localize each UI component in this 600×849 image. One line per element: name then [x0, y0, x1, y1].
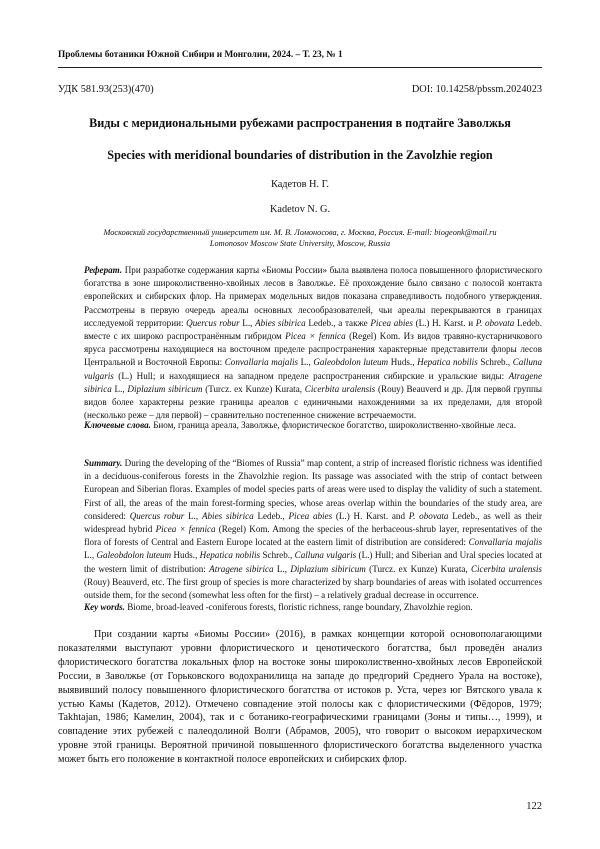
abstract-text: L., [298, 357, 314, 368]
keywords-text: Биом, граница ареала, Заволжье, флористическое богатство, широколиственно-хвойные леса. [150, 420, 516, 430]
species-name: Hepatica nobilis [417, 357, 478, 368]
species-name: Atragene sibirica [84, 370, 542, 394]
species-name: Hepatica nobilis [199, 550, 261, 561]
keywords-text: Biome, broad-leaved -coniferous forests, floristic richness, range boundary, Zhavolzhie region. [124, 602, 473, 612]
keywords-russian [84, 419, 542, 432]
species-name: Diplazium sibiricum [127, 383, 203, 394]
abstract-english [84, 457, 542, 602]
species-name: Convallaria majalis [224, 357, 299, 368]
summary-text: L., [273, 563, 291, 574]
keywords-label: Ключевые слова. [84, 420, 151, 430]
summary-text: (L.) H. Karst. and [332, 510, 409, 521]
summary-text: L., [84, 550, 97, 561]
summary-text: Ledeb., as well as their widespread hybrid [84, 510, 543, 535]
summary-text: L., [184, 510, 202, 521]
summary-text: (Regel) Kom. Among the species of the herbaceous-shrub layer, representatives of the flora of forests of Central and Eastern Europe located at the eastern limit of distribution are considered: [84, 524, 542, 548]
species-name: P. obovata [475, 317, 515, 328]
summary-label: Summary. [84, 458, 123, 468]
species-name: Atragene sibirica [209, 563, 274, 574]
abstract-text: (Rouy) Beauverd и др. Для первой группы видов более характерны резкие границы ареалов с единичными нахождениями за их пределами, для второй (несколько реже – для первой) – сравнительно постепенное снижение встречаемости. [84, 383, 542, 421]
summary-text: (Rouy) Beauverd, etc. The first group of species is more characterized by sharp boundaries of areas with isolated occurrences outside them, for the second (somewhat less often for the first) – a relatively gradual decrease in occurrence. [84, 576, 542, 601]
summary-text: (Turcz. ex Kunze) Kurata, [365, 563, 471, 574]
abstract-text: Schreb., [477, 357, 513, 368]
article-meta [58, 84, 542, 95]
summary-text: (L.) Hull; and Siberian and Ural species located at the western limit of distribution: [84, 550, 542, 574]
species-name: Quercus robur [129, 510, 185, 521]
author-english: Kadetov N. G. [269, 204, 331, 215]
summary-text: Huds., [171, 550, 200, 561]
summary-text: During the developing of the “Biomes of Russia” map content, a strip of increased floristic richness was identified in a deciduous-coniferous forests in the Zhavolzhie region. Its passage was associated with the strip of contact between European and Siberian floras. Examples of model species parts of areas were used to display the validity of such a statement. First of all, the areas of the main forest-forming species, whose areas overlap within the boundaries of the study area, are considered: [84, 458, 542, 521]
abstract-label: Реферат. [84, 265, 123, 275]
species-name: Convallaria majalis [468, 537, 542, 548]
affiliation-russian: Московский государственный университет им. М. В. Ломоносова, г. Москва, Россия. E-mail: biogeonk@mail.ru [103, 228, 497, 237]
abstract-text: L., [111, 383, 128, 394]
abstract-text: (L.) H. Karst. и [412, 317, 476, 328]
species-name: Abies sibirica [201, 510, 254, 521]
species-name: Cicerbita uralensis [470, 563, 542, 574]
summary-text: Ledeb., [253, 510, 289, 521]
species-name: Quercus robur [186, 317, 240, 328]
abstract-text: (Turcz. ex Kunze) Kurata, [202, 383, 305, 394]
abstract-text: Huds., [388, 357, 418, 368]
doi-link[interactable]: DOI: 10.14258/pbssm.2024023 [411, 84, 542, 95]
species-name: Galeobdolon luteum [96, 550, 172, 561]
species-name: Abies sibirica [255, 317, 306, 328]
species-name: Calluna vulgaris [294, 550, 357, 561]
species-name: Galeobdolon luteum [313, 357, 389, 368]
udk-code: УДК 581.93(253)(470) [58, 84, 154, 95]
species-name: Cicerbita uralensis [304, 383, 376, 394]
author-russian: Кадетов Н. Г. [270, 179, 329, 190]
journal-header: Проблемы ботаники Южной Сибири и Монголии, 2024. – Т. 23, № 1 [58, 50, 343, 60]
body-paragraph: При создании карты «Биомы России» (2016), в рамках концепции которой основополагающими показателями выступают уровни флористического и ценотического богатства, был проведён анализ флористического богатства локальных флор на востоке зоны широколиственно-хвойных лесов Европейской России, в Заволжье (от Горьковского водохранилища на западе до предгорий Среднего Урала на востоке), выявивший полосу повышенного флористического богатства от истоков р. Уста, через юг Вятского увала к устью Камы (Кадетов, 2012). Отмечено совпадение этой полосы как с флористическими (Фёдоров, 1979; Takhtajan, 1986; Камелин, 2004), так и с ботанико-географическими границами (Зоны и типы…, 1999), и совпадение этих рубежей с палеодолиной Волги (Абрамов, 2005), что говорит о высоком иерархическом уровне этой границы. Вероятной причиной повышенного флористического богатства выделенного участка может быть его положение в контактной полосе европейских и сибирских флор. [58, 629, 542, 766]
title-english: Species with meridional boundaries of distribution in the Zavolzhie region [107, 148, 493, 162]
page-number: 122 [526, 801, 542, 812]
abstract-text: При разработке содержания карты «Биомы России» была выявлена полоса повышенного флористического богатства в зоне широколиственно-хвойных лесов в Заволжье. Её прохождение было связано с полосой контакта европейских и сибирских флор. На примерах модельных видов показана справедливость подобного утверждения. Рассмотрены в первую очередь ареалы основных лесообразователей, чьи ареалы перекрываются в границах исследуемой территории: [84, 265, 542, 328]
species-name: Picea × fennica [285, 331, 346, 342]
abstract-text: Ledeb. вместе с их широко распространённым гибридом [84, 317, 543, 342]
species-name: Calluna vulgaris [84, 357, 543, 381]
title-russian: Виды с меридиональными рубежами распространения в подтайге Заволжья [89, 116, 511, 130]
abstract-text: L., [239, 317, 256, 328]
species-name: Picea abies [288, 510, 333, 521]
affiliation-english: Lomonosov Moscow State University, Moscow, Russia [209, 239, 391, 248]
abstract-russian [84, 264, 542, 422]
header-divider [58, 67, 542, 68]
species-name: P. obovata [408, 510, 449, 521]
keywords-english [84, 601, 542, 614]
abstract-text: (L.) Hull; и находящиеся на западном пределе распространения сибирские и уральские виды: [113, 370, 509, 381]
keywords-label: Key words. [84, 602, 125, 612]
species-name: Picea × fennica [155, 524, 216, 535]
summary-text: Schreb., [260, 550, 295, 561]
abstract-text: (Regel) Kom. Из видов травяно-кустарничкового яруса рассмотрены находящиеся на восточном пределе распространения характерные представители флоры лесов Центральной и Восточной Европы: [84, 331, 542, 368]
affiliation [58, 227, 542, 249]
species-name: Picea abies [370, 317, 413, 328]
abstract-text: Ledeb., а также [305, 317, 371, 328]
species-name: Diplazium sibiricum [290, 563, 366, 574]
